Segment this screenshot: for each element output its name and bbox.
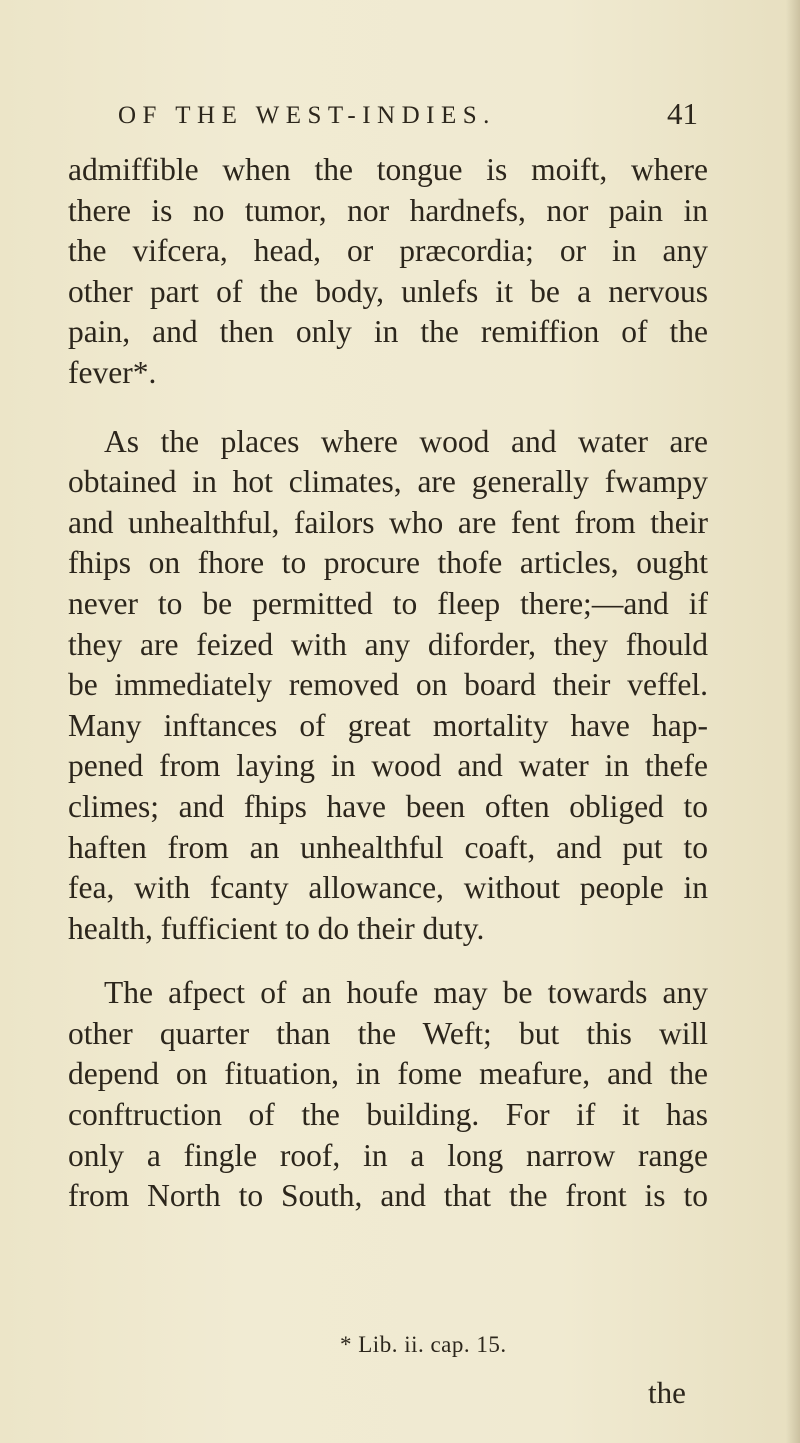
text-line: only a fingle roof, in a long narrow range [68,1137,708,1173]
page-header [118,96,698,136]
text-line: health, fufficient to do their duty. [68,910,485,946]
text-line: admiffible when the tongue is moift, where [68,152,708,187]
text-line: haften from an unhealthful coaft, and put to [68,829,708,865]
paragraph-gap [68,394,708,422]
text-line: The afpect of an houfe may be towards any [104,975,708,1011]
text-line: fhips on fhore to procure thofe articles, ought [68,545,708,581]
text-line: depend on fituation, in fome meafure, and the [68,1056,708,1092]
text-line: be immediately removed on board their veffel. [68,667,708,703]
paragraph-gap [68,949,708,973]
text-line: other quarter than the Weft; but this will [68,1015,708,1051]
text-line: pened from laying in wood and water in thefe [68,748,708,784]
text-line: they are feized with any diforder, they fhould [68,626,708,662]
text-line: fever*. [68,354,157,390]
page-number: 41 [667,96,698,131]
catchword: the [648,1375,686,1410]
paragraph-3 [68,973,708,1217]
text-line: obtained in hot climates, are generally fwampy [68,464,708,500]
text-line: conftruction of the building. For if it has [68,1097,708,1133]
text-line: the vifcera, head, or præcordia; or in any [68,233,708,269]
text-line: climes; and fhips have been often obliged to [68,788,708,824]
text-line: Many inftances of great mortality have hap- [68,707,708,743]
text-line: As the places where wood and water are [104,423,708,459]
text-line: fea, with fcanty allowance, without people in [68,870,708,906]
page-edge-shadow [786,0,800,1443]
text-line: other part of the body, unlefs it be a nervous [68,273,708,309]
text-line: and unhealthful, failors who are fent from their [68,504,708,540]
paragraph-2 [68,422,708,950]
text-line: never to be permitted to fleep there;—and if [68,585,708,621]
paragraph-1 [68,150,708,394]
body-text [68,150,708,1217]
text-line: there is no tumor, nor hardnefs, nor pain in [68,192,708,228]
text-line: pain, and then only in the remiffion of the [68,314,708,350]
running-head: OF THE WEST-INDIES. [118,102,496,129]
text-line: from North to South, and that the front is to [68,1178,708,1214]
footnote: * Lib. ii. cap. 15. [340,1332,507,1357]
